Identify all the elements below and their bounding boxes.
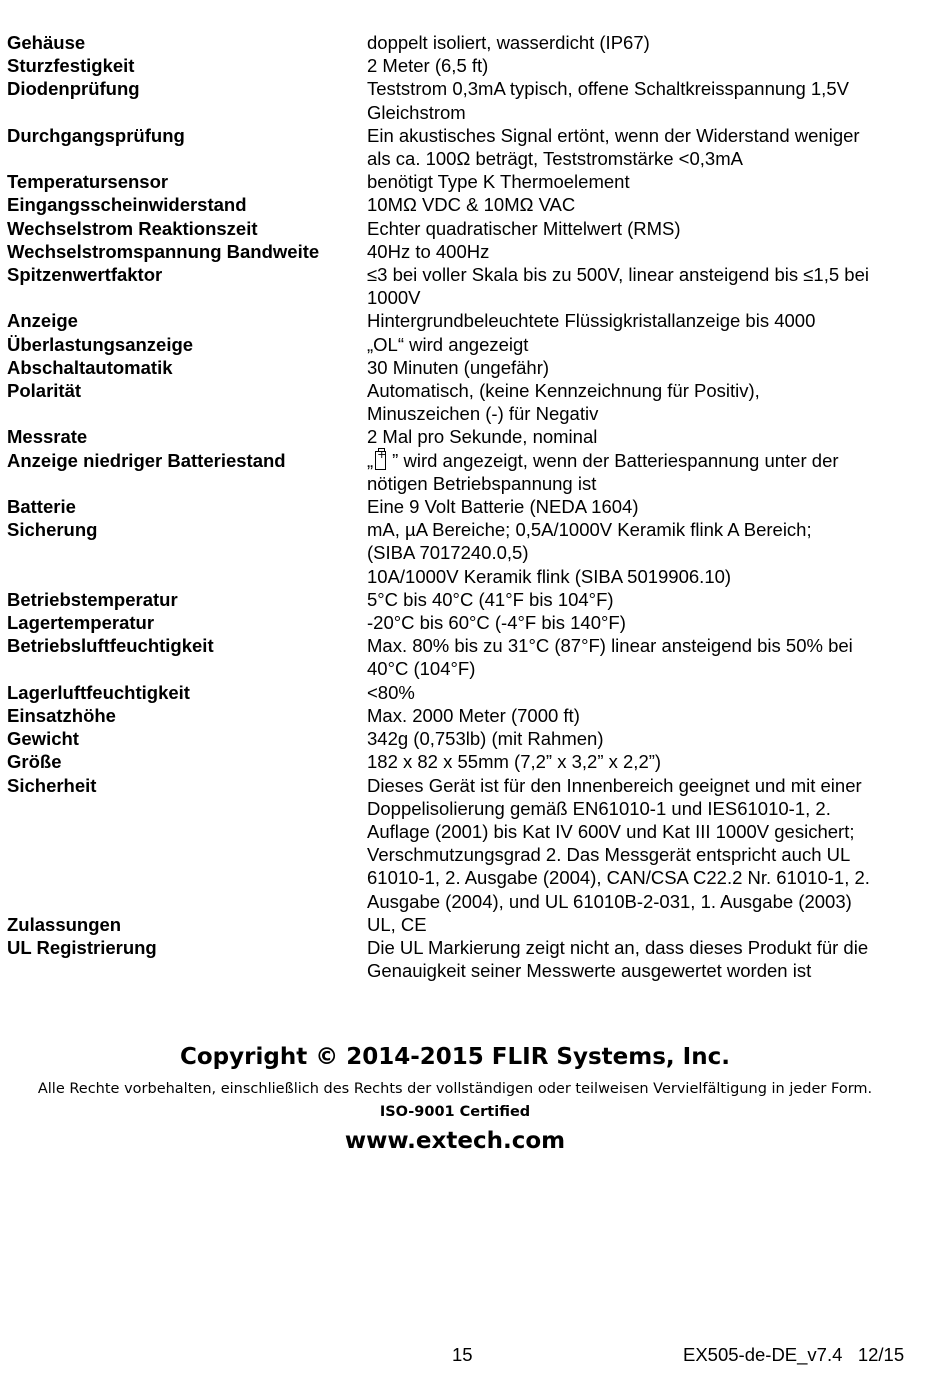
spec-label: Sicherung — [7, 519, 98, 541]
spec-value-line: Teststrom 0,3mA typisch, offene Schaltkreisspannung 1,5V — [367, 78, 849, 100]
spec-row — [7, 704, 927, 727]
spec-row — [7, 31, 927, 54]
website-link[interactable]: www.extech.com — [344, 1128, 566, 1154]
spec-value-line: 10A/1000V Keramik flink (SIBA 5019906.10) — [367, 565, 732, 587]
spec-value — [367, 936, 927, 982]
spec-label: Eingangsscheinwiderstand — [7, 194, 247, 216]
spec-label: Lagerluftfeuchtigkeit — [7, 681, 190, 703]
spec-value-line: 61010-1, 2. Ausgabe (2004), CAN/CSA C22.2 Nr. 61010-1, 2. — [367, 867, 870, 889]
spec-value-line: Max. 2000 Meter (7000 ft) — [367, 704, 580, 726]
spec-value-line: als ca. 100Ω beträgt, Teststromstärke <0,3mA — [367, 148, 743, 170]
spec-value — [367, 588, 927, 611]
spec-value-line: Verschmutzungsgrad 2. Das Messgerät entspricht auch UL — [367, 844, 851, 866]
spec-value — [367, 750, 927, 773]
spec-label: Einsatzhöhe — [7, 704, 116, 726]
spec-row — [7, 913, 927, 936]
spec-value — [367, 681, 927, 704]
spec-value-line: Dieses Gerät ist für den Innenbereich geeignet und mit einer — [367, 774, 862, 796]
spec-row — [7, 727, 927, 750]
spec-value-line: Max. 80% bis zu 31°C (87°F) linear ansteigend bis 50% bei — [367, 635, 853, 657]
spec-value — [367, 124, 927, 170]
footer — [0, 1037, 950, 1159]
spec-value — [367, 333, 927, 356]
spec-value-line: UL, CE — [367, 913, 427, 935]
spec-value — [367, 54, 927, 77]
document-id: EX505-de-DE_v7.4 12/15 — [683, 1344, 905, 1365]
spec-value-text: wird angezeigt, wenn der Batteriespannung unter der — [403, 449, 839, 471]
spec-label: Anzeige — [7, 310, 78, 332]
spec-label: UL Registrierung — [7, 936, 157, 958]
spec-label: Polarität — [7, 380, 82, 402]
copyright-notice: Copyright © 2014-2015 FLIR Systems, Inc. — [180, 1044, 730, 1070]
spec-value-line: „OL“ wird angezeigt — [367, 333, 529, 355]
spec-value — [367, 31, 927, 54]
spec-value — [367, 170, 927, 193]
spec-label: Wechselstromspannung Bandweite — [7, 240, 320, 262]
spec-value — [367, 449, 927, 495]
spec-value-line: Auflage (2001) bis Kat IV 600V und Kat III 1000V gesichert; — [367, 820, 855, 842]
spec-value-line: nötigen Betriebspannung ist — [367, 472, 597, 494]
spec-value-line: benötigt Type K Thermoelement — [367, 171, 630, 193]
spec-value — [367, 634, 927, 680]
spec-value-line: 2 Mal pro Sekunde, nominal — [367, 426, 598, 448]
spec-label: Messrate — [7, 426, 88, 448]
spec-value-line: 10MΩ VDC & 10MΩ VAC — [367, 194, 576, 216]
spec-row — [7, 170, 927, 193]
spec-value — [367, 727, 927, 750]
rights-notice: Alle Rechte vorbehalten, einschließlich des Rechts der vollständigen oder teilweisen Vervielfältigung in jeder Form. — [37, 1081, 873, 1097]
specifications-table — [7, 31, 927, 982]
spec-value-line: 5°C bis 40°C (41°F bis 104°F) — [367, 588, 614, 610]
spec-value-line: mA, µA Bereiche; 0,5A/1000V Keramik flink A Bereich; — [367, 519, 812, 541]
spec-row — [7, 333, 927, 356]
spec-label: Batterie — [7, 496, 76, 518]
spec-value — [367, 518, 927, 588]
spec-label: Größe — [7, 751, 62, 773]
spec-value-line: Minuszeichen (-) für Negativ — [367, 403, 599, 425]
spec-row — [7, 936, 927, 982]
spec-row — [7, 263, 927, 309]
spec-value-line: 182 x 82 x 55mm (7,2” x 3,2” x 2,2”) — [367, 751, 662, 773]
spec-value-line: Automatisch, (keine Kennzeichnung für Positiv), — [367, 380, 760, 402]
spec-row — [7, 193, 927, 216]
spec-value-line: 2 Meter (6,5 ft) — [367, 55, 489, 77]
spec-value — [367, 217, 927, 240]
spec-row — [7, 588, 927, 611]
quote-close: ” — [392, 449, 399, 471]
spec-value — [367, 704, 927, 727]
spec-value-line — [367, 449, 927, 472]
spec-label: Temperatursensor — [7, 171, 169, 193]
spec-label: Lagertemperatur — [7, 612, 155, 634]
spec-value — [367, 611, 927, 634]
spec-value — [367, 263, 927, 309]
spec-label: Zulassungen — [7, 913, 122, 935]
spec-value-line: 40°C (104°F) — [367, 658, 476, 680]
spec-value-line: Gleichstrom — [367, 101, 466, 123]
spec-row — [7, 356, 927, 379]
spec-label: Wechselstrom Reaktionszeit — [7, 217, 258, 239]
spec-row — [7, 124, 927, 170]
spec-value — [367, 240, 927, 263]
spec-value — [367, 379, 927, 425]
spec-value-line: 30 Minuten (ungefähr) — [367, 356, 550, 378]
spec-row — [7, 774, 927, 913]
spec-value-line: -20°C bis 60°C (-4°F bis 140°F) — [367, 612, 626, 634]
spec-value-line: ≤3 bei voller Skala bis zu 500V, linear ansteigend bis ≤1,5 bei — [367, 264, 869, 286]
spec-value-line: Doppelisolierung gemäß EN61010-1 und IES61010-1, 2. — [367, 797, 831, 819]
spec-value-line: <80% — [367, 681, 415, 703]
battery-icon — [375, 451, 386, 470]
spec-value-line: Eine 9 Volt Batterie (NEDA 1604) — [367, 496, 639, 518]
spec-value — [367, 495, 927, 518]
spec-label: Anzeige niedriger Batteriestand — [7, 449, 286, 471]
spec-label: Diodenprüfung — [7, 78, 140, 100]
spec-value-line: Ausgabe (2004), und UL 61010B-2-031, 1. Ausgabe (2003) — [367, 890, 852, 912]
page-number: 15 — [452, 1344, 473, 1365]
iso-certification: ISO-9001 Certified — [379, 1104, 531, 1120]
spec-label: Sturzfestigkeit — [7, 55, 135, 77]
spec-label: Durchgangsprüfung — [7, 124, 185, 146]
spec-value-line: Genauigkeit seiner Messwerte ausgewertet worden ist — [367, 960, 812, 982]
spec-row — [7, 681, 927, 704]
spec-row — [7, 611, 927, 634]
spec-value-line: Ein akustisches Signal ertönt, wenn der Widerstand weniger — [367, 124, 860, 146]
spec-value — [367, 913, 927, 936]
spec-row — [7, 379, 927, 425]
spec-row — [7, 309, 927, 332]
spec-value-line: doppelt isoliert, wasserdicht (IP67) — [367, 32, 650, 53]
spec-label: Gewicht — [7, 728, 79, 750]
spec-value — [367, 309, 927, 332]
spec-row — [7, 77, 927, 123]
spec-value — [367, 356, 927, 379]
spec-value-line: Die UL Markierung zeigt nicht an, dass dieses Produkt für die — [367, 936, 869, 958]
spec-row — [7, 54, 927, 77]
spec-label: Sicherheit — [7, 774, 97, 796]
spec-value-line: 1000V — [367, 287, 421, 309]
spec-value-line: Echter quadratischer Mittelwert (RMS) — [367, 217, 681, 239]
spec-row — [7, 449, 927, 495]
spec-row — [7, 518, 927, 588]
spec-label: Abschaltautomatik — [7, 356, 173, 378]
spec-value-line: 40Hz to 400Hz — [367, 240, 490, 262]
spec-label: Betriebsluftfeuchtigkeit — [7, 635, 214, 657]
spec-value — [367, 425, 927, 448]
spec-value-line: 342g (0,753lb) (mit Rahmen) — [367, 728, 604, 750]
spec-value — [367, 774, 927, 913]
spec-row — [7, 240, 927, 263]
quote-open: „ — [367, 449, 374, 471]
spec-value-line: Hintergrundbeleuchtete Flüssigkristallanzeige bis 4000 — [367, 310, 816, 332]
spec-value — [367, 77, 927, 123]
spec-label: Betriebstemperatur — [7, 588, 178, 610]
spec-row — [7, 425, 927, 448]
spec-row — [7, 217, 927, 240]
spec-value-line: (SIBA 7017240.0,5) — [367, 542, 529, 564]
spec-label: Spitzenwertfaktor — [7, 264, 163, 286]
spec-row — [7, 634, 927, 680]
spec-value — [367, 193, 927, 216]
spec-label: Gehäuse — [7, 32, 86, 53]
spec-label: Überlastungsanzeige — [7, 333, 194, 355]
spec-row — [7, 750, 927, 773]
spec-row — [7, 495, 927, 518]
